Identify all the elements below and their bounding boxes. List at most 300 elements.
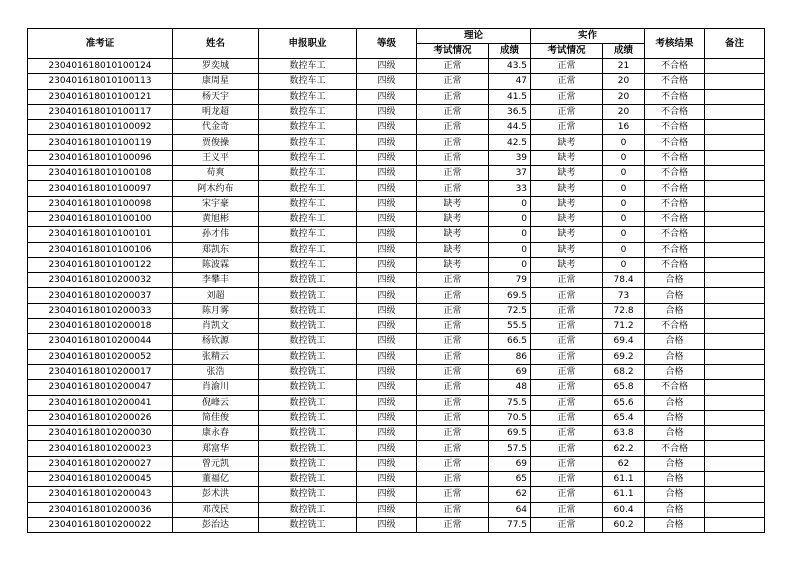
cell-theory-status: 正常 [417, 120, 489, 135]
cell-level: 四级 [357, 120, 417, 135]
cell-level: 四级 [357, 242, 417, 257]
cell-level: 四级 [357, 456, 417, 471]
cell-practice-score: 0 [603, 181, 645, 196]
cell-level: 四级 [357, 441, 417, 456]
cell-practice-status: 正常 [531, 395, 603, 410]
cell-remark [705, 472, 765, 487]
cell-practice-score: 16 [603, 120, 645, 135]
cell-exam-id: 230401618010100101 [28, 227, 173, 242]
cell-theory-score: 36.5 [489, 104, 531, 119]
cell-practice-status: 正常 [531, 441, 603, 456]
cell-name: 简佳俊 [173, 410, 259, 425]
cell-theory-score: 70.5 [489, 410, 531, 425]
cell-theory-status: 正常 [417, 410, 489, 425]
cell-result: 不合格 [645, 89, 705, 104]
table-row [28, 211, 765, 226]
cell-practice-score: 78.4 [603, 273, 645, 288]
table-row [28, 441, 765, 456]
table-row [28, 273, 765, 288]
cell-name: 刘超 [173, 288, 259, 303]
cell-theory-score: 0 [489, 257, 531, 272]
cell-level: 四级 [357, 135, 417, 150]
cell-practice-score: 0 [603, 242, 645, 257]
results-table [27, 28, 765, 533]
cell-job: 数控铣工 [259, 395, 357, 410]
cell-result: 不合格 [645, 120, 705, 135]
cell-practice-score: 21 [603, 59, 645, 74]
cell-practice-status: 正常 [531, 517, 603, 532]
cell-job: 数控车工 [259, 104, 357, 119]
cell-practice-status: 正常 [531, 89, 603, 104]
cell-theory-score: 69 [489, 456, 531, 471]
cell-theory-status: 正常 [417, 166, 489, 181]
cell-practice-score: 61.1 [603, 472, 645, 487]
cell-practice-status: 正常 [531, 380, 603, 395]
cell-remark [705, 104, 765, 119]
cell-practice-score: 71.2 [603, 319, 645, 334]
cell-practice-score: 62 [603, 456, 645, 471]
cell-level: 四级 [357, 410, 417, 425]
cell-result: 不合格 [645, 181, 705, 196]
cell-theory-status: 正常 [417, 472, 489, 487]
cell-name: 彭治达 [173, 517, 259, 532]
cell-theory-status: 正常 [417, 380, 489, 395]
cell-remark [705, 334, 765, 349]
cell-practice-score: 0 [603, 227, 645, 242]
cell-theory-status: 缺考 [417, 242, 489, 257]
table-row [28, 227, 765, 242]
cell-exam-id: 230401618010200047 [28, 380, 173, 395]
header-id: 准考证 [28, 29, 173, 59]
header-name: 姓名 [173, 29, 259, 59]
header-result: 考核结果 [645, 29, 705, 59]
cell-exam-id: 230401618010200032 [28, 273, 173, 288]
cell-result: 不合格 [645, 319, 705, 334]
table-row [28, 89, 765, 104]
cell-practice-score: 60.2 [603, 517, 645, 532]
cell-name: 肖渝川 [173, 380, 259, 395]
cell-name: 明龙超 [173, 104, 259, 119]
cell-theory-score: 86 [489, 349, 531, 364]
cell-practice-status: 正常 [531, 319, 603, 334]
cell-job: 数控铣工 [259, 334, 357, 349]
cell-theory-status: 正常 [417, 288, 489, 303]
cell-name: 罗奕城 [173, 59, 259, 74]
cell-name: 曾元凯 [173, 456, 259, 471]
cell-remark [705, 410, 765, 425]
cell-practice-status: 缺考 [531, 150, 603, 165]
table-row [28, 334, 765, 349]
table-row [28, 472, 765, 487]
cell-practice-score: 73 [603, 288, 645, 303]
cell-practice-status: 正常 [531, 120, 603, 135]
cell-job: 数控车工 [259, 89, 357, 104]
cell-practice-status: 缺考 [531, 242, 603, 257]
cell-level: 四级 [357, 257, 417, 272]
cell-exam-id: 230401618010200018 [28, 319, 173, 334]
cell-job: 数控车工 [259, 211, 357, 226]
cell-practice-score: 0 [603, 196, 645, 211]
cell-remark [705, 441, 765, 456]
cell-theory-score: 39 [489, 150, 531, 165]
cell-theory-status: 缺考 [417, 196, 489, 211]
cell-theory-score: 41.5 [489, 89, 531, 104]
cell-theory-score: 0 [489, 227, 531, 242]
cell-name: 郑凯东 [173, 242, 259, 257]
cell-exam-id: 230401618010200037 [28, 288, 173, 303]
cell-theory-status: 正常 [417, 426, 489, 441]
cell-job: 数控车工 [259, 181, 357, 196]
cell-theory-status: 正常 [417, 441, 489, 456]
cell-remark [705, 227, 765, 242]
table-row [28, 74, 765, 89]
cell-job: 数控车工 [259, 257, 357, 272]
cell-result: 不合格 [645, 441, 705, 456]
cell-practice-status: 正常 [531, 349, 603, 364]
cell-remark [705, 59, 765, 74]
table-row [28, 364, 765, 379]
header-practice-status: 考试情况 [531, 44, 603, 59]
cell-practice-status: 正常 [531, 456, 603, 471]
cell-name: 王义平 [173, 150, 259, 165]
cell-result: 不合格 [645, 380, 705, 395]
cell-level: 四级 [357, 472, 417, 487]
cell-practice-status: 正常 [531, 364, 603, 379]
cell-name: 康永春 [173, 426, 259, 441]
cell-exam-id: 230401618010100117 [28, 104, 173, 119]
cell-result: 合格 [645, 426, 705, 441]
cell-job: 数控车工 [259, 166, 357, 181]
cell-name: 孙才伟 [173, 227, 259, 242]
cell-job: 数控铣工 [259, 487, 357, 502]
cell-result: 合格 [645, 456, 705, 471]
cell-practice-score: 61.1 [603, 487, 645, 502]
cell-theory-score: 65 [489, 472, 531, 487]
cell-theory-score: 48 [489, 380, 531, 395]
cell-result: 不合格 [645, 196, 705, 211]
cell-result: 不合格 [645, 242, 705, 257]
cell-theory-status: 正常 [417, 349, 489, 364]
cell-theory-status: 正常 [417, 135, 489, 150]
cell-level: 四级 [357, 502, 417, 517]
cell-job: 数控车工 [259, 120, 357, 135]
header-theory: 理论 [417, 29, 531, 44]
table-row [28, 319, 765, 334]
cell-theory-status: 正常 [417, 74, 489, 89]
cell-result: 合格 [645, 502, 705, 517]
cell-remark [705, 89, 765, 104]
cell-practice-status: 正常 [531, 410, 603, 425]
cell-remark [705, 257, 765, 272]
cell-result: 不合格 [645, 150, 705, 165]
table-row [28, 59, 765, 74]
cell-remark [705, 288, 765, 303]
cell-practice-status: 缺考 [531, 211, 603, 226]
table-row [28, 380, 765, 395]
cell-theory-status: 缺考 [417, 227, 489, 242]
cell-practice-score: 69.4 [603, 334, 645, 349]
cell-name: 董福亿 [173, 472, 259, 487]
cell-remark [705, 303, 765, 318]
cell-practice-score: 20 [603, 74, 645, 89]
cell-practice-score: 0 [603, 211, 645, 226]
cell-theory-status: 正常 [417, 273, 489, 288]
cell-theory-status: 正常 [417, 59, 489, 74]
cell-remark [705, 242, 765, 257]
cell-result: 不合格 [645, 257, 705, 272]
cell-theory-score: 69.5 [489, 288, 531, 303]
cell-remark [705, 380, 765, 395]
cell-name: 彭术洪 [173, 487, 259, 502]
cell-theory-score: 47 [489, 74, 531, 89]
cell-exam-id: 230401618010100096 [28, 150, 173, 165]
cell-practice-score: 69.2 [603, 349, 645, 364]
cell-job: 数控铣工 [259, 273, 357, 288]
cell-remark [705, 196, 765, 211]
cell-name: 杨天宇 [173, 89, 259, 104]
cell-name: 陈月雾 [173, 303, 259, 318]
cell-level: 四级 [357, 196, 417, 211]
cell-remark [705, 349, 765, 364]
cell-exam-id: 230401618010100121 [28, 89, 173, 104]
header-theory-score: 成绩 [489, 44, 531, 59]
table-row [28, 303, 765, 318]
cell-practice-status: 正常 [531, 472, 603, 487]
cell-job: 数控铣工 [259, 441, 357, 456]
cell-job: 数控铣工 [259, 364, 357, 379]
cell-practice-status: 缺考 [531, 257, 603, 272]
cell-name: 杨钦源 [173, 334, 259, 349]
cell-level: 四级 [357, 227, 417, 242]
cell-level: 四级 [357, 349, 417, 364]
header-practice: 实作 [531, 29, 645, 44]
table-row [28, 502, 765, 517]
table-row [28, 135, 765, 150]
cell-result: 合格 [645, 349, 705, 364]
table-row [28, 410, 765, 425]
cell-theory-score: 72.5 [489, 303, 531, 318]
cell-job: 数控铣工 [259, 456, 357, 471]
cell-name: 邓茂民 [173, 502, 259, 517]
cell-exam-id: 230401618010200023 [28, 441, 173, 456]
cell-level: 四级 [357, 211, 417, 226]
cell-remark [705, 456, 765, 471]
cell-remark [705, 273, 765, 288]
cell-theory-score: 75.5 [489, 395, 531, 410]
cell-exam-id: 230401618010100092 [28, 120, 173, 135]
cell-job: 数控铣工 [259, 502, 357, 517]
cell-name: 阿木约布 [173, 181, 259, 196]
cell-level: 四级 [357, 59, 417, 74]
cell-practice-status: 正常 [531, 426, 603, 441]
cell-exam-id: 230401618010100113 [28, 74, 173, 89]
table-row [28, 166, 765, 181]
cell-exam-id: 230401618010100106 [28, 242, 173, 257]
cell-result: 不合格 [645, 104, 705, 119]
table-row [28, 120, 765, 135]
cell-job: 数控铣工 [259, 472, 357, 487]
cell-result: 合格 [645, 303, 705, 318]
cell-name: 张精云 [173, 349, 259, 364]
cell-practice-status: 缺考 [531, 227, 603, 242]
cell-theory-status: 正常 [417, 502, 489, 517]
cell-name: 宋宇豪 [173, 196, 259, 211]
cell-level: 四级 [357, 181, 417, 196]
cell-job: 数控铣工 [259, 410, 357, 425]
cell-remark [705, 74, 765, 89]
cell-practice-status: 正常 [531, 303, 603, 318]
cell-result: 不合格 [645, 227, 705, 242]
cell-practice-status: 缺考 [531, 166, 603, 181]
cell-level: 四级 [357, 426, 417, 441]
cell-remark [705, 120, 765, 135]
cell-name: 李攀丰 [173, 273, 259, 288]
cell-name: 张浩 [173, 364, 259, 379]
cell-exam-id: 230401618010200033 [28, 303, 173, 318]
cell-result: 不合格 [645, 135, 705, 150]
cell-exam-id: 230401618010200043 [28, 487, 173, 502]
cell-practice-status: 正常 [531, 104, 603, 119]
cell-job: 数控车工 [259, 150, 357, 165]
cell-job: 数控铣工 [259, 517, 357, 532]
cell-exam-id: 230401618010100119 [28, 135, 173, 150]
table-row [28, 181, 765, 196]
cell-exam-id: 230401618010200052 [28, 349, 173, 364]
cell-level: 四级 [357, 166, 417, 181]
cell-practice-score: 0 [603, 150, 645, 165]
cell-practice-score: 72.8 [603, 303, 645, 318]
cell-job: 数控车工 [259, 74, 357, 89]
cell-theory-score: 79 [489, 273, 531, 288]
cell-theory-status: 缺考 [417, 257, 489, 272]
cell-practice-status: 缺考 [531, 135, 603, 150]
cell-name: 肖凯文 [173, 319, 259, 334]
cell-remark [705, 502, 765, 517]
cell-practice-score: 65.6 [603, 395, 645, 410]
cell-theory-status: 正常 [417, 89, 489, 104]
cell-exam-id: 230401618010200036 [28, 502, 173, 517]
header-remark: 备注 [705, 29, 765, 59]
cell-result: 不合格 [645, 166, 705, 181]
cell-result: 合格 [645, 487, 705, 502]
cell-remark [705, 150, 765, 165]
cell-practice-status: 正常 [531, 74, 603, 89]
cell-result: 合格 [645, 472, 705, 487]
cell-remark [705, 426, 765, 441]
cell-name: 苟爽 [173, 166, 259, 181]
cell-practice-status: 正常 [531, 59, 603, 74]
cell-level: 四级 [357, 334, 417, 349]
table-row [28, 456, 765, 471]
cell-practice-status: 正常 [531, 288, 603, 303]
cell-name: 康周星 [173, 74, 259, 89]
cell-practice-score: 63.8 [603, 426, 645, 441]
cell-result: 合格 [645, 517, 705, 532]
header-job: 申报职业 [259, 29, 357, 59]
cell-remark [705, 166, 765, 181]
cell-exam-id: 230401618010200030 [28, 426, 173, 441]
cell-level: 四级 [357, 89, 417, 104]
cell-theory-status: 正常 [417, 395, 489, 410]
cell-theory-score: 43.5 [489, 59, 531, 74]
cell-exam-id: 230401618010100122 [28, 257, 173, 272]
cell-theory-score: 55.5 [489, 319, 531, 334]
table-row [28, 395, 765, 410]
table-row [28, 426, 765, 441]
cell-practice-status: 正常 [531, 273, 603, 288]
table-row [28, 257, 765, 272]
cell-result: 合格 [645, 334, 705, 349]
cell-theory-score: 77.5 [489, 517, 531, 532]
table-row [28, 487, 765, 502]
cell-level: 四级 [357, 364, 417, 379]
table-body [28, 59, 765, 533]
cell-level: 四级 [357, 487, 417, 502]
cell-exam-id: 230401618010200041 [28, 395, 173, 410]
cell-name: 贾俊操 [173, 135, 259, 150]
cell-level: 四级 [357, 303, 417, 318]
cell-remark [705, 487, 765, 502]
cell-remark [705, 319, 765, 334]
cell-job: 数控铣工 [259, 380, 357, 395]
cell-practice-score: 60.4 [603, 502, 645, 517]
cell-practice-score: 62.2 [603, 441, 645, 456]
cell-job: 数控铣工 [259, 426, 357, 441]
cell-level: 四级 [357, 74, 417, 89]
cell-job: 数控铣工 [259, 349, 357, 364]
cell-theory-score: 62 [489, 487, 531, 502]
cell-level: 四级 [357, 395, 417, 410]
cell-practice-score: 65.4 [603, 410, 645, 425]
cell-name: 代金奇 [173, 120, 259, 135]
cell-job: 数控车工 [259, 59, 357, 74]
cell-practice-score: 65.8 [603, 380, 645, 395]
cell-theory-status: 正常 [417, 181, 489, 196]
cell-level: 四级 [357, 273, 417, 288]
cell-theory-status: 正常 [417, 319, 489, 334]
header-theory-status: 考试情况 [417, 44, 489, 59]
table-row [28, 196, 765, 211]
cell-remark [705, 395, 765, 410]
cell-theory-status: 正常 [417, 150, 489, 165]
cell-exam-id: 230401618010200044 [28, 334, 173, 349]
cell-practice-score: 20 [603, 89, 645, 104]
cell-theory-score: 69 [489, 364, 531, 379]
table-row [28, 242, 765, 257]
cell-result: 不合格 [645, 211, 705, 226]
cell-result: 合格 [645, 288, 705, 303]
cell-remark [705, 517, 765, 532]
cell-exam-id: 230401618010100098 [28, 196, 173, 211]
cell-name: 郑富华 [173, 441, 259, 456]
cell-exam-id: 230401618010200027 [28, 456, 173, 471]
cell-practice-status: 缺考 [531, 181, 603, 196]
cell-theory-status: 正常 [417, 104, 489, 119]
cell-theory-score: 0 [489, 242, 531, 257]
cell-theory-status: 正常 [417, 303, 489, 318]
cell-job: 数控铣工 [259, 303, 357, 318]
table-row [28, 104, 765, 119]
table-row [28, 150, 765, 165]
cell-level: 四级 [357, 380, 417, 395]
cell-level: 四级 [357, 319, 417, 334]
cell-exam-id: 230401618010200022 [28, 517, 173, 532]
cell-level: 四级 [357, 517, 417, 532]
cell-remark [705, 135, 765, 150]
table-row [28, 517, 765, 532]
table-row [28, 349, 765, 364]
cell-name: 倪峰云 [173, 395, 259, 410]
